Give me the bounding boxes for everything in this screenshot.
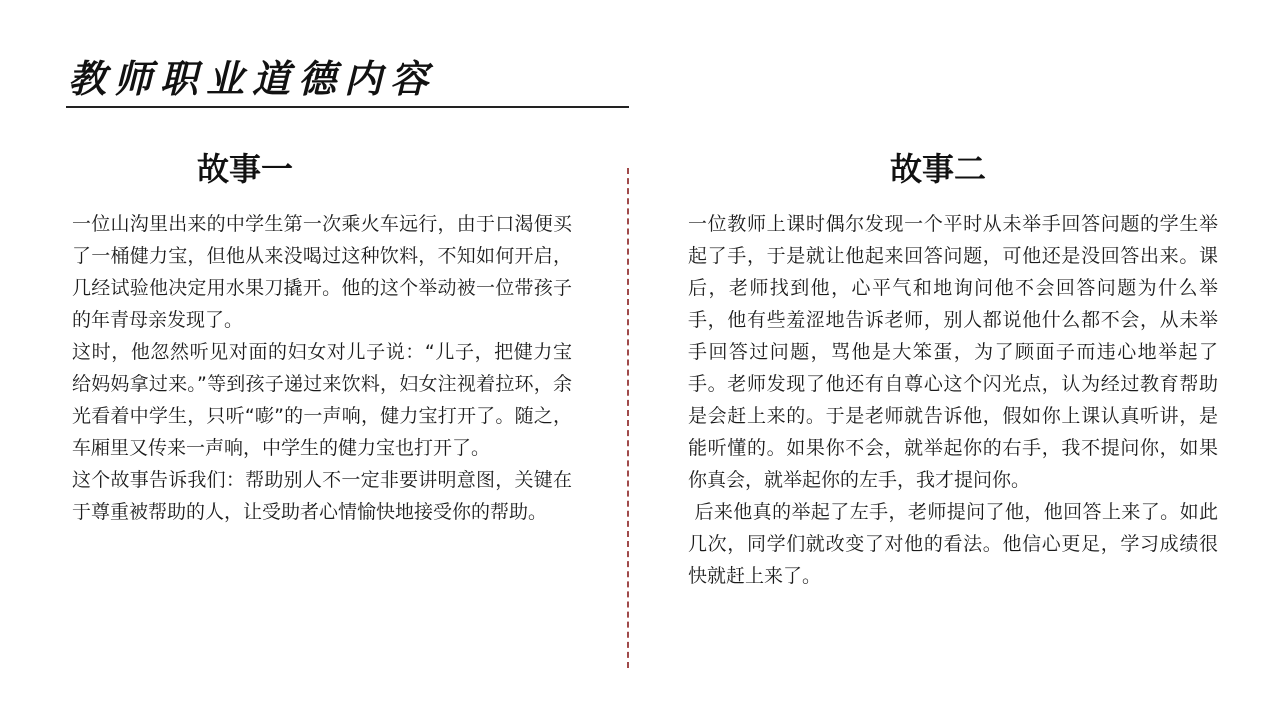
story-one-paragraph-3: 这个故事告诉我们：帮助别人不一定非要讲明意图，关键在于尊重被帮助的人，让受助者心情愉快地接受你的帮助。: [72, 469, 572, 523]
story-one-title: 故事一: [196, 150, 293, 188]
story-one-panel: [72, 148, 572, 528]
story-two-paragraph-2: 后来他真的举起了左手，老师提问了他，他回答上来了。如此几次，同学们就改变了对他的看法。他信心更足，学习成绩很快就赶上来了。: [688, 501, 1218, 587]
story-one-paragraph-1: 一位山沟里出来的中学生第一次乘火车远行，由于口渴便买了一桶健力宝，但他从来没喝过这种饮料，不知如何开启，几经试验他决定用水果刀撬开。他的这个举动被一位带孩子的年青母亲发现了。: [72, 213, 572, 331]
story-two-paragraph-1: 一位教师上课时偶尔发现一个平时从未举手回答问题的学生举起了手，于是就让他起来回答问题，可他还是没回答出来。课后，老师找到他，心平气和地询问他不会回答问题为什么举手，他有些羞涩地告诉老师，别人都说他什么都不会，从未举手回答过问题，骂他是大笨蛋，为了顾面子而违心地举起了手。老师发现了他还有自尊心这个闪光点，认为经过教育帮助是会赶上来的。于是老师就告诉他，假如你上课认真听讲，是能听懂的。如果你不会，就举起你的右手，我不提问你，如果你真会，就举起你的左手，我才提问你。: [688, 213, 1218, 491]
story-two-panel: [688, 148, 1218, 592]
slide-title: 教师职业道德内容: [68, 56, 437, 101]
story-two-title: 故事二: [889, 150, 986, 188]
center-dashed-divider: [627, 168, 629, 668]
title-underline: [66, 106, 629, 108]
story-one-paragraph-2: 这时，他忽然听见对面的妇女对儿子说：“儿子，把健力宝给妈妈拿过来。”等到孩子递过来饮料，妇女注视着拉环，余光看着中学生，只听“嘭”的一声响，健力宝打开了。随之，车厢里又传来一声响，中学生的健力宝也打开了。: [72, 341, 572, 459]
